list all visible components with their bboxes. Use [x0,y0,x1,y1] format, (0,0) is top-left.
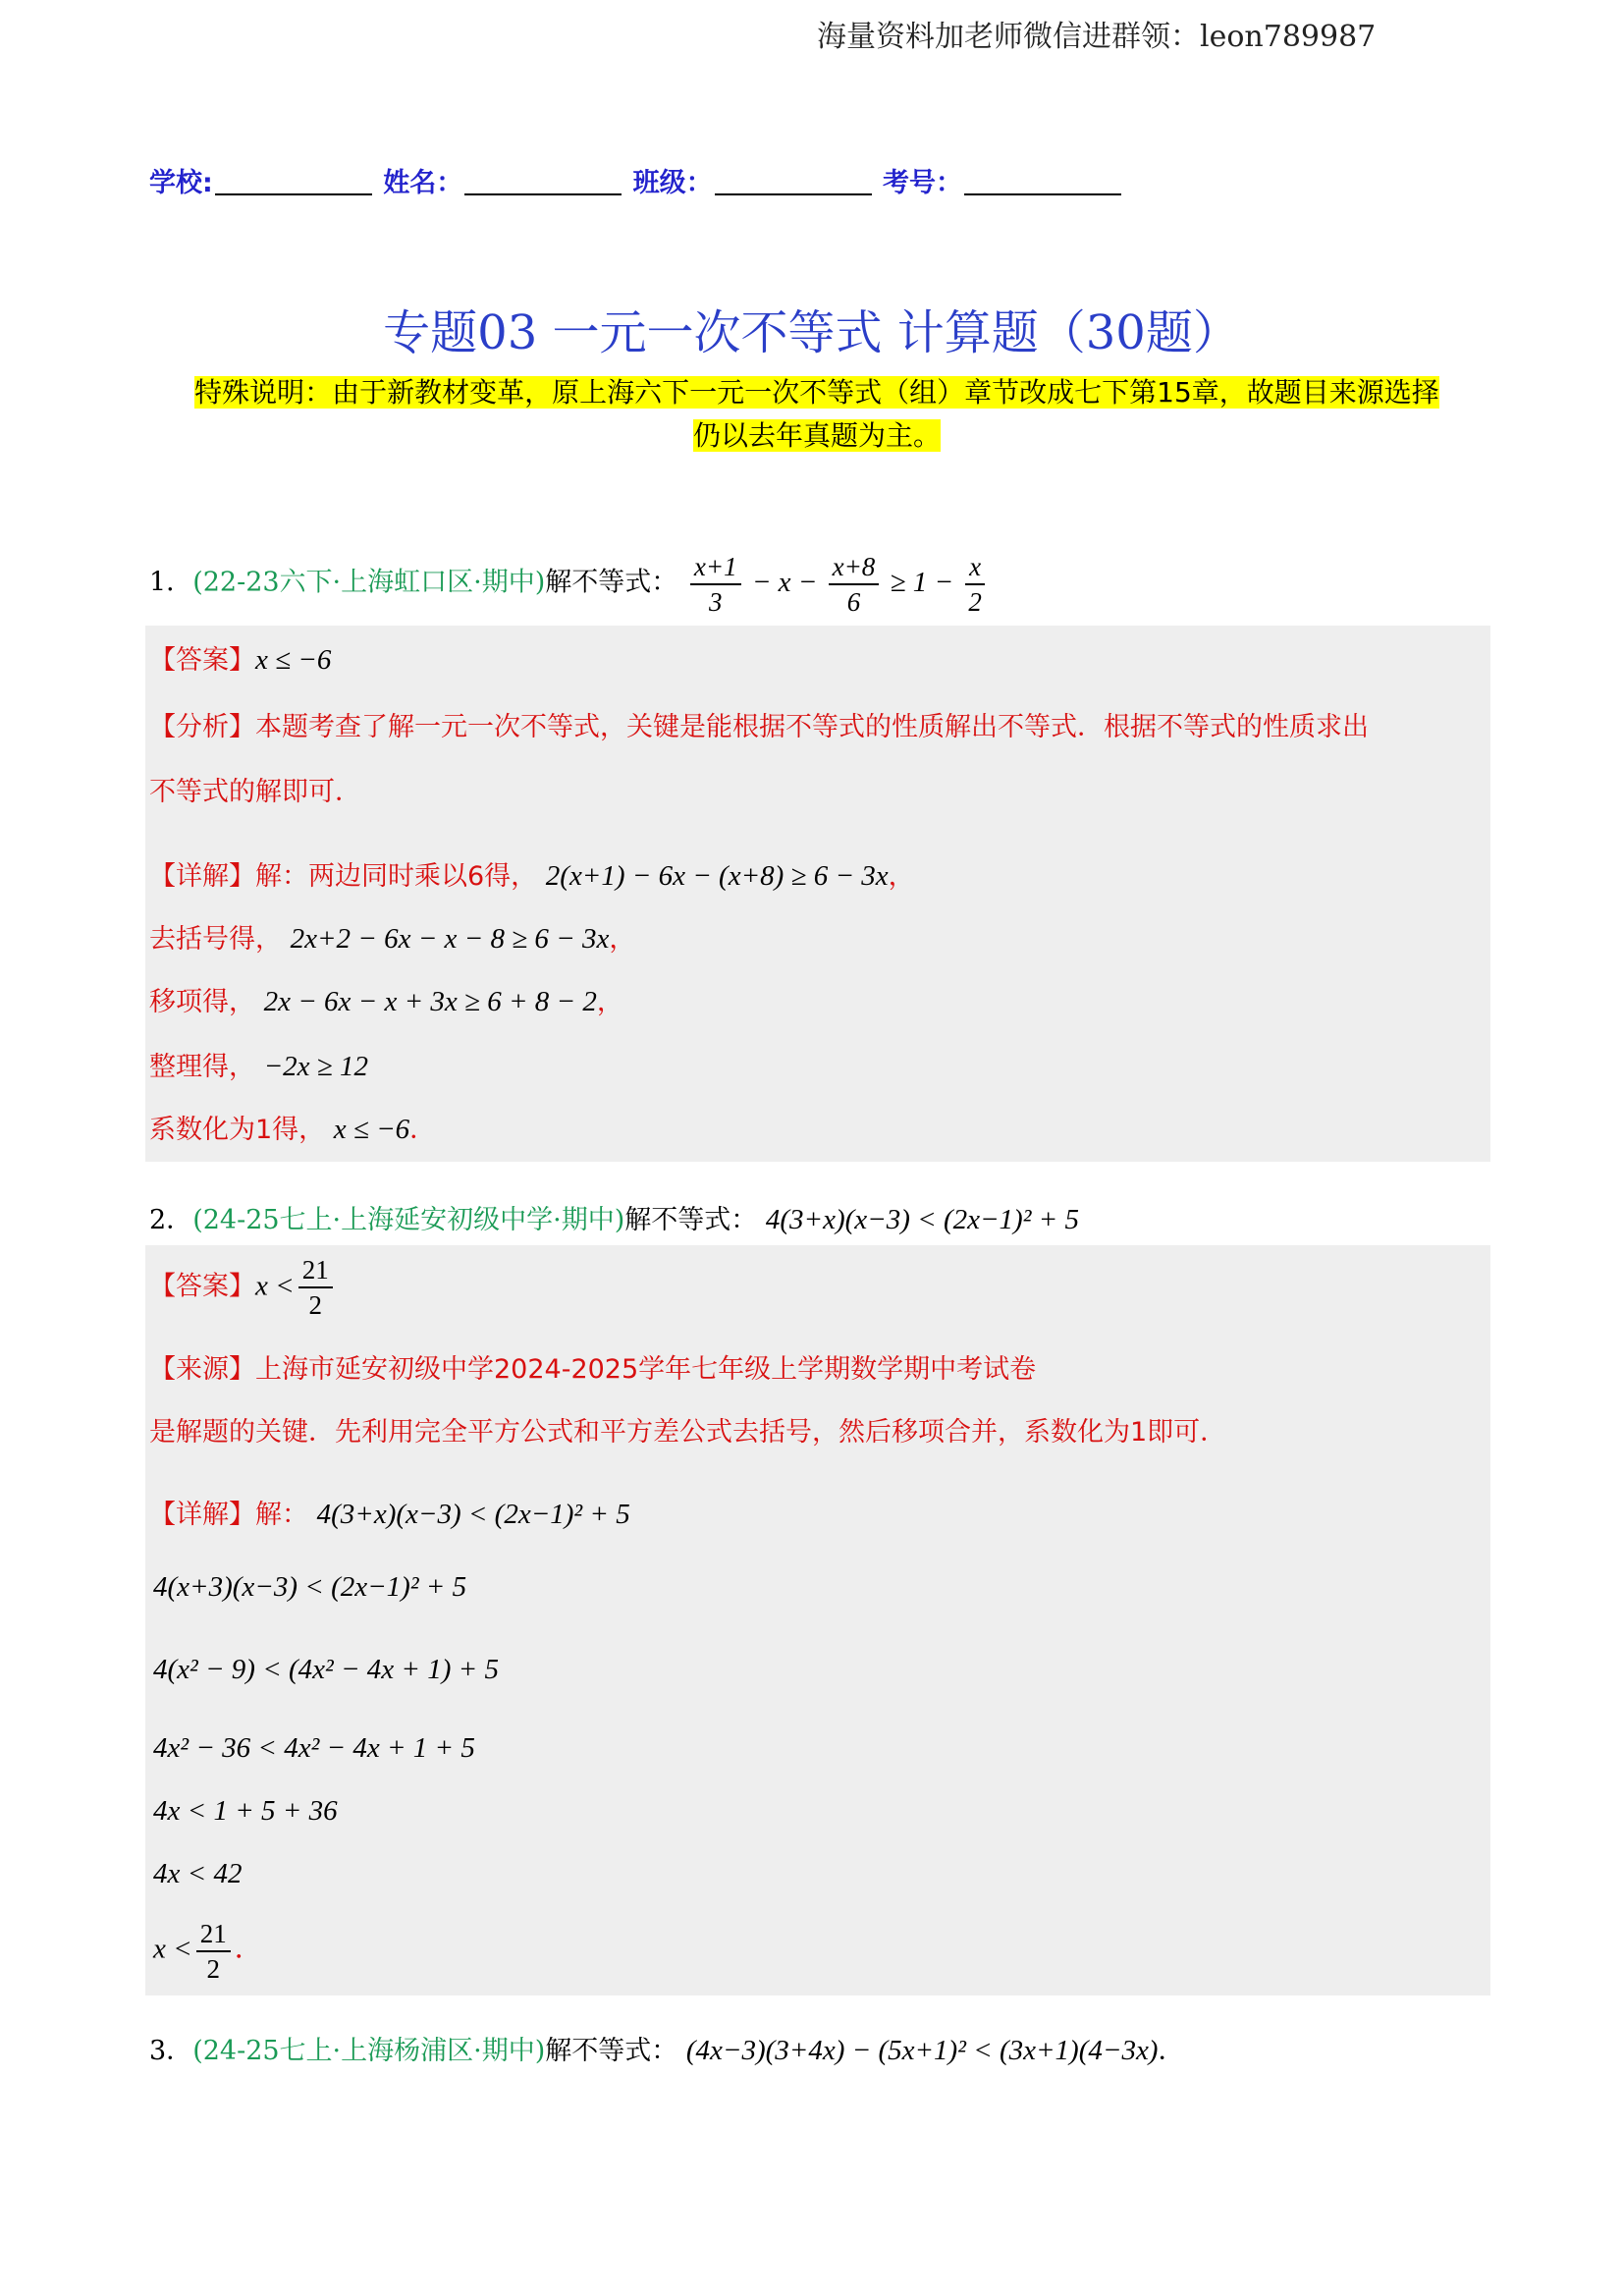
class-blank[interactable] [715,170,872,195]
page-title: 专题03 一元一次不等式 计算题（30题） [383,305,1240,360]
q2-detail-label: 【详解】 [149,1500,255,1530]
q1-frac-1-num: x+1 [690,550,741,585]
q2-expression: 4(3+x)(x−3) < (2x−1)² + 5 [765,1204,1079,1235]
question-2 [149,1198,1079,1236]
q1-step-1-text: 解：两边同时乘以6得， [255,861,538,892]
q3-number: 3． [149,2036,193,2066]
q1-frac-3-den: 2 [968,587,982,617]
q1-step-3-end: ， [596,987,623,1017]
q1-mid: − x − [751,566,818,598]
q2-step-2: 4(x² − 9) < (4x² − 4x + 1) + 5 [153,1654,499,1685]
q2-answer-frac [298,1253,333,1322]
q1-step-4-text: 整理得， [149,1052,255,1082]
q2-step-6-end: ． [234,1933,263,1965]
q3-expression: (4x−3)(3+4x) − (5x+1)² < (3x+1)(4−3x) [685,2035,1159,2066]
q2-step-1: 4(x+3)(x−3) < (2x−1)² + 5 [153,1571,467,1603]
q1-answer-value: x ≤ −6 [255,644,332,676]
q1-analysis-label: 【分析】 [149,712,255,742]
question-3 [149,2029,1184,2067]
student-info-row [149,161,1123,199]
q1-step-1-math: 2(x+1) − 6x − (x+8) ≥ 6 − 3x [545,860,889,892]
q2-detail-math: 4(3+x)(x−3) < (2x−1)² + 5 [316,1499,630,1530]
question-1 [149,550,990,619]
q1-analysis-cont: 不等式的解即可． [149,777,361,807]
q1-analysis [149,705,1369,743]
q1-source: (22-23六下·上海虹口区·期中) [192,567,546,598]
name-blank[interactable] [464,170,622,195]
q1-step-5-text: 系数化为1得， [149,1115,326,1145]
q1-step-3-text: 移项得， [149,987,255,1017]
q3-source: (24-25七上·上海杨浦区·期中) [192,2036,546,2066]
q2-source-label: 【来源】 [149,1354,255,1385]
q1-step-2 [149,917,635,956]
q3-prompt: 解不等式： [545,2036,678,2066]
q1-number: 1． [149,567,193,598]
q1-step-2-end: ， [609,924,636,955]
q1-detail-label: 【详解】 [149,861,255,892]
q1-answer-label: 【答案】 [149,645,255,676]
q2-source-text: 上海市延安初级中学2024-2025学年七年级上学期数学期中考试卷 [255,1354,1037,1385]
q1-step-5 [149,1108,436,1146]
q2-detail-text: 解： [255,1500,308,1530]
q2-answer [149,1253,337,1322]
q2-step-6-frac [196,1917,231,1986]
special-note [159,371,1475,458]
q2-step-5: 4x < 42 [153,1858,243,1889]
q2-number: 2． [149,1205,193,1235]
q1-frac-3 [964,550,986,619]
class-label: 班级： [632,168,713,198]
q2-answer-pre: x < [255,1270,295,1302]
q1-rel: ≥ 1 − [890,566,954,598]
q1-answer [149,638,331,677]
q1-step-4 [149,1045,368,1083]
school-blank[interactable] [215,170,372,195]
q1-frac-2-num: x+8 [829,550,880,585]
exam-no-blank[interactable] [964,170,1121,195]
q1-frac-2-den: 6 [846,587,861,617]
q2-step-6-pre: x < [153,1933,192,1965]
q1-prompt: 解不等式： [545,567,678,598]
q1-step-1 [149,854,915,893]
q2-answer-den: 2 [308,1290,322,1320]
q2-step-4: 4x < 1 + 5 + 36 [153,1795,338,1827]
q1-frac-2 [829,550,880,619]
q1-frac-1 [690,550,741,619]
q1-step-1-end: ， [888,861,915,892]
name-label: 姓名： [383,168,463,198]
q2-step-6-den: 2 [206,1954,220,1984]
q2-step-3: 4x² − 36 < 4x² − 4x + 1 + 5 [153,1732,475,1764]
q2-source-line [149,1347,1036,1386]
q2-prompt: 解不等式： [624,1205,758,1235]
q2-note: 是解题的关键．先利用完全平方公式和平方差公式去括号，然后移项合并，系数化为1即可． [149,1417,1227,1448]
q1-frac-1-den: 3 [708,587,723,617]
q2-step-6 [153,1917,263,1986]
q3-end: ． [1158,2036,1185,2066]
q1-step-2-math: 2x+2 − 6x − x − 8 ≥ 6 − 3x [290,923,610,955]
q2-source: (24-25七上·上海延安初级中学·期中) [192,1205,625,1235]
q1-step-4-math: −2x ≥ 12 [263,1051,368,1082]
q1-analysis-text-1: 本题考查了解一元一次不等式，关键是能根据不等式的性质解出不等式．根据不等式的性质求出 [255,712,1369,742]
q1-step-5-end: ． [409,1115,437,1145]
q2-answer-label: 【答案】 [149,1271,255,1302]
q1-expression [686,552,990,617]
q2-answer-num: 21 [298,1253,333,1288]
q1-step-5-math: x ≤ −6 [333,1114,410,1145]
header-note: 海量资料加老师微信进群领：leon789987 [817,20,1377,54]
q1-step-2-text: 去括号得， [149,924,282,955]
exam-no-label: 考号： [883,168,963,198]
special-note-line1: 特殊说明：由于新教材变革，原上海六下一元一次不等式（组）章节改成七下第15章，故题目来源选择 [194,376,1439,409]
school-label: 学校: [149,168,213,198]
q1-frac-3-num: x [965,550,985,585]
q2-detail [149,1493,630,1531]
special-note-line2: 仍以去年真题为主。 [692,419,941,452]
q1-step-3-math: 2x − 6x − x + 3x ≥ 6 + 8 − 2 [263,986,597,1017]
q2-step-6-num: 21 [196,1917,231,1952]
q1-step-3 [149,980,623,1018]
